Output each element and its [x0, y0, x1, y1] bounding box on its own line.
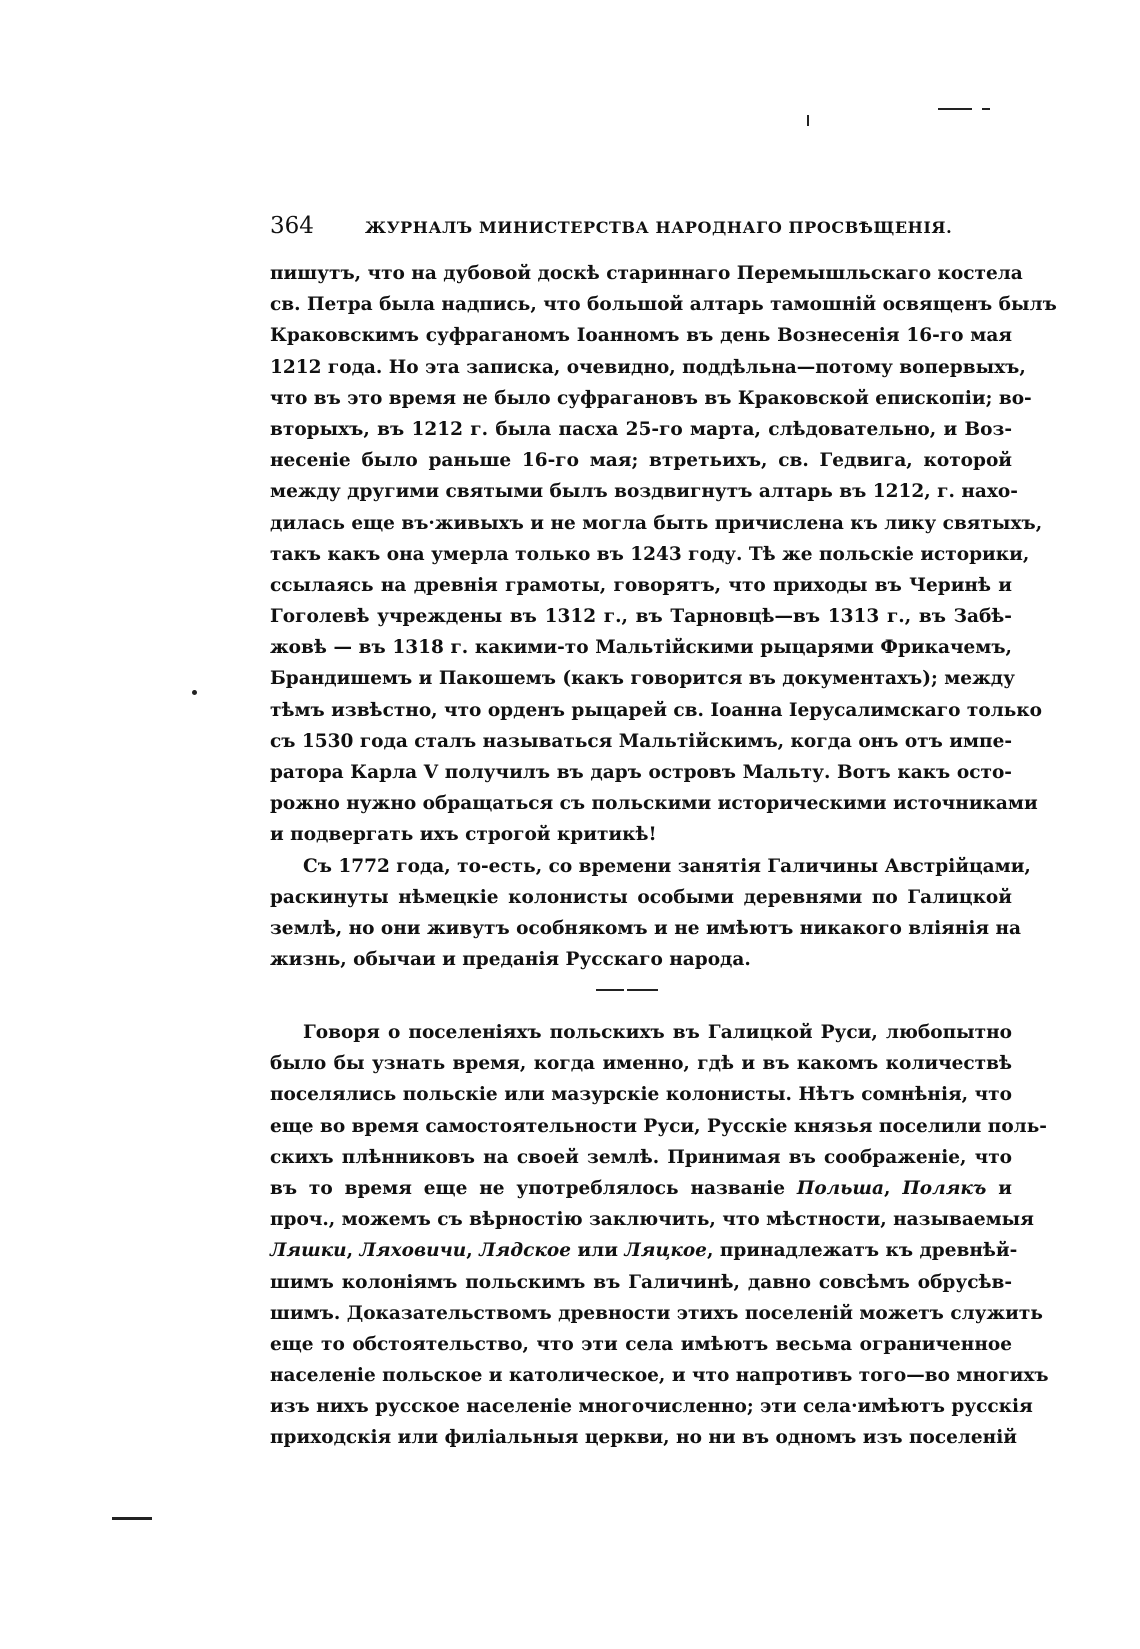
text-line: было бы узнать время, когда именно, гдѣ и въ какомъ количествѣ: [270, 1053, 1012, 1075]
print-speck: [807, 115, 809, 126]
italic-term: Полякъ: [902, 1177, 987, 1199]
text-line: землѣ, но они живутъ особнякомъ и не имѣютъ никакого вліянія на: [270, 917, 1022, 939]
margin-dash: [112, 1517, 152, 1520]
text-line: рожно нужно обращаться съ польскими историческими источниками: [270, 793, 1038, 815]
text-run: и: [986, 1177, 1012, 1199]
text-line: ратора Карла V получилъ въ даръ островъ Мальту. Вотъ какъ осто-: [270, 762, 1012, 783]
text-line: жовѣ — въ 1318 г. какими-то Мальтійскими рыцарями Фрикачемъ,: [270, 637, 1012, 659]
paragraph-1: [270, 258, 1057, 975]
text-line: населеніе польское и католическое, и что напротивъ того—во многихъ: [270, 1365, 1049, 1387]
running-title: ЖУРНАЛЪ МИНИСТЕРСТВА НАРОДНАГО ПРОСВѢЩЕНІЯ.: [365, 218, 953, 237]
print-speck: [938, 108, 972, 110]
text-line: св. Петра была надпись, что большой алтарь тамошній освященъ былъ: [270, 294, 1057, 316]
text-line: тѣмъ извѣстно, что орденъ рыцарей св. Іоанна Іерусалимскаго только: [270, 699, 1042, 721]
text-line: и подвергать ихъ строгой критикѣ!: [270, 824, 657, 846]
text-line: приходскія или филіальныя церкви, но ни въ одномъ изъ поселеній: [270, 1427, 1017, 1449]
text-line: поселялись польскіе или мазурскіе колонисты. Нѣтъ сомнѣнія, что: [270, 1084, 1012, 1106]
text-line: еще во время самостоятельности Руси, Русскіе князья поселили поль-: [270, 1115, 1047, 1137]
text-line: дилась еще въ·живыхъ и не могла быть причислена къ лику святыхъ,: [270, 512, 1043, 534]
print-speck: [982, 108, 990, 110]
text-line: съ 1530 года сталъ называться Мальтійскимъ, когда онъ отъ импе-: [270, 730, 1013, 752]
text-line: 1212 года. Но эта записка, очевидно, поддѣльна—потому вопервыхъ,: [270, 356, 1026, 378]
text-line: такъ какъ она умерла только въ 1243 году. Тѣ же польскіе историки,: [270, 543, 1030, 565]
text-line: жизнь, обычаи и преданія Русскаго народа.: [270, 949, 751, 971]
text-line: Съ 1772 года, то-есть, со времени занятія Галичины Австрійцами,: [303, 855, 1031, 877]
text-line: еще то обстоятельство, что эти села имѣютъ весьма ограниченное: [270, 1333, 1012, 1355]
text-line: что въ это время не было суфрагановъ въ Краковской епископіи; во-: [270, 387, 1032, 409]
text-line: [270, 1173, 1012, 1204]
text-line: пишутъ, что на дубовой доскѣ стариннаго Перемышльскаго костела: [270, 263, 1023, 284]
text-line: раскинуты нѣмецкіе колонисты особыми деревнями по Галицкой: [270, 886, 1012, 908]
text-line: несеніе было раньше 16-го мая; втретьихъ, св. Гедвига, которой: [270, 450, 1012, 472]
text-line: шимъ. Доказательствомъ древности этихъ поселеній можетъ служить: [270, 1302, 1043, 1324]
section-separator: [596, 989, 658, 991]
text-run: ,: [884, 1177, 903, 1199]
text-line: вторыхъ, въ 1212 г. была пасха 25-го марта, слѣдовательно, и Воз-: [270, 418, 1012, 440]
text-run: ,: [346, 1240, 360, 1262]
italic-term: Ляшки: [270, 1240, 347, 1262]
text-line: между другими святыми былъ воздвигнутъ алтарь въ 1212, г. нахо-: [270, 481, 1018, 503]
text-line: Краковскимъ суфраганомъ Іоанномъ въ день Вознесенія 16-го мая: [270, 325, 1012, 347]
text-line: Гоголевѣ учреждены въ 1312 г., въ Тарновцѣ—въ 1313 г., въ Забѣ-: [270, 606, 1012, 628]
text-run: , принадлежатъ къ древнѣй-: [706, 1240, 1018, 1262]
text-line: Брандишемъ и Пакошемъ (какъ говорится въ документахъ); между: [270, 668, 1015, 690]
margin-dot: [192, 690, 197, 695]
italic-term: Лядское: [479, 1240, 571, 1262]
paragraph-3: [270, 1017, 1049, 1454]
italic-term: Польша: [796, 1177, 884, 1199]
text-line: скихъ плѣнниковъ на своей землѣ. Принимая въ соображеніе, что: [270, 1146, 1012, 1168]
page-header: [270, 213, 1010, 241]
text-line: [270, 1235, 1018, 1266]
text-run: или: [571, 1240, 625, 1262]
text-line: Говоря о поселеніяхъ польскихъ въ Галицкой Руси, любопытно: [303, 1022, 1012, 1043]
page-number: 364: [270, 213, 314, 239]
text-line: проч., можемъ съ вѣрностію заключить, что мѣстности, называемыя: [270, 1209, 1034, 1231]
text-run: ,: [466, 1240, 480, 1262]
italic-term: Ляцкое: [624, 1240, 707, 1262]
text-line: шимъ колоніямъ польскимъ въ Галичинѣ, давно совсѣмъ обрусѣв-: [270, 1271, 1012, 1293]
italic-term: Ляховичи: [359, 1240, 467, 1262]
text-line: изъ нихъ русское населеніе многочисленно; эти села·имѣютъ русскія: [270, 1396, 1033, 1418]
text-line: ссылаясь на древнія грамоты, говорятъ, что приходы въ Черинѣ и: [270, 574, 1012, 596]
text-run: въ то время еще не употреблялось названіе: [270, 1177, 797, 1199]
